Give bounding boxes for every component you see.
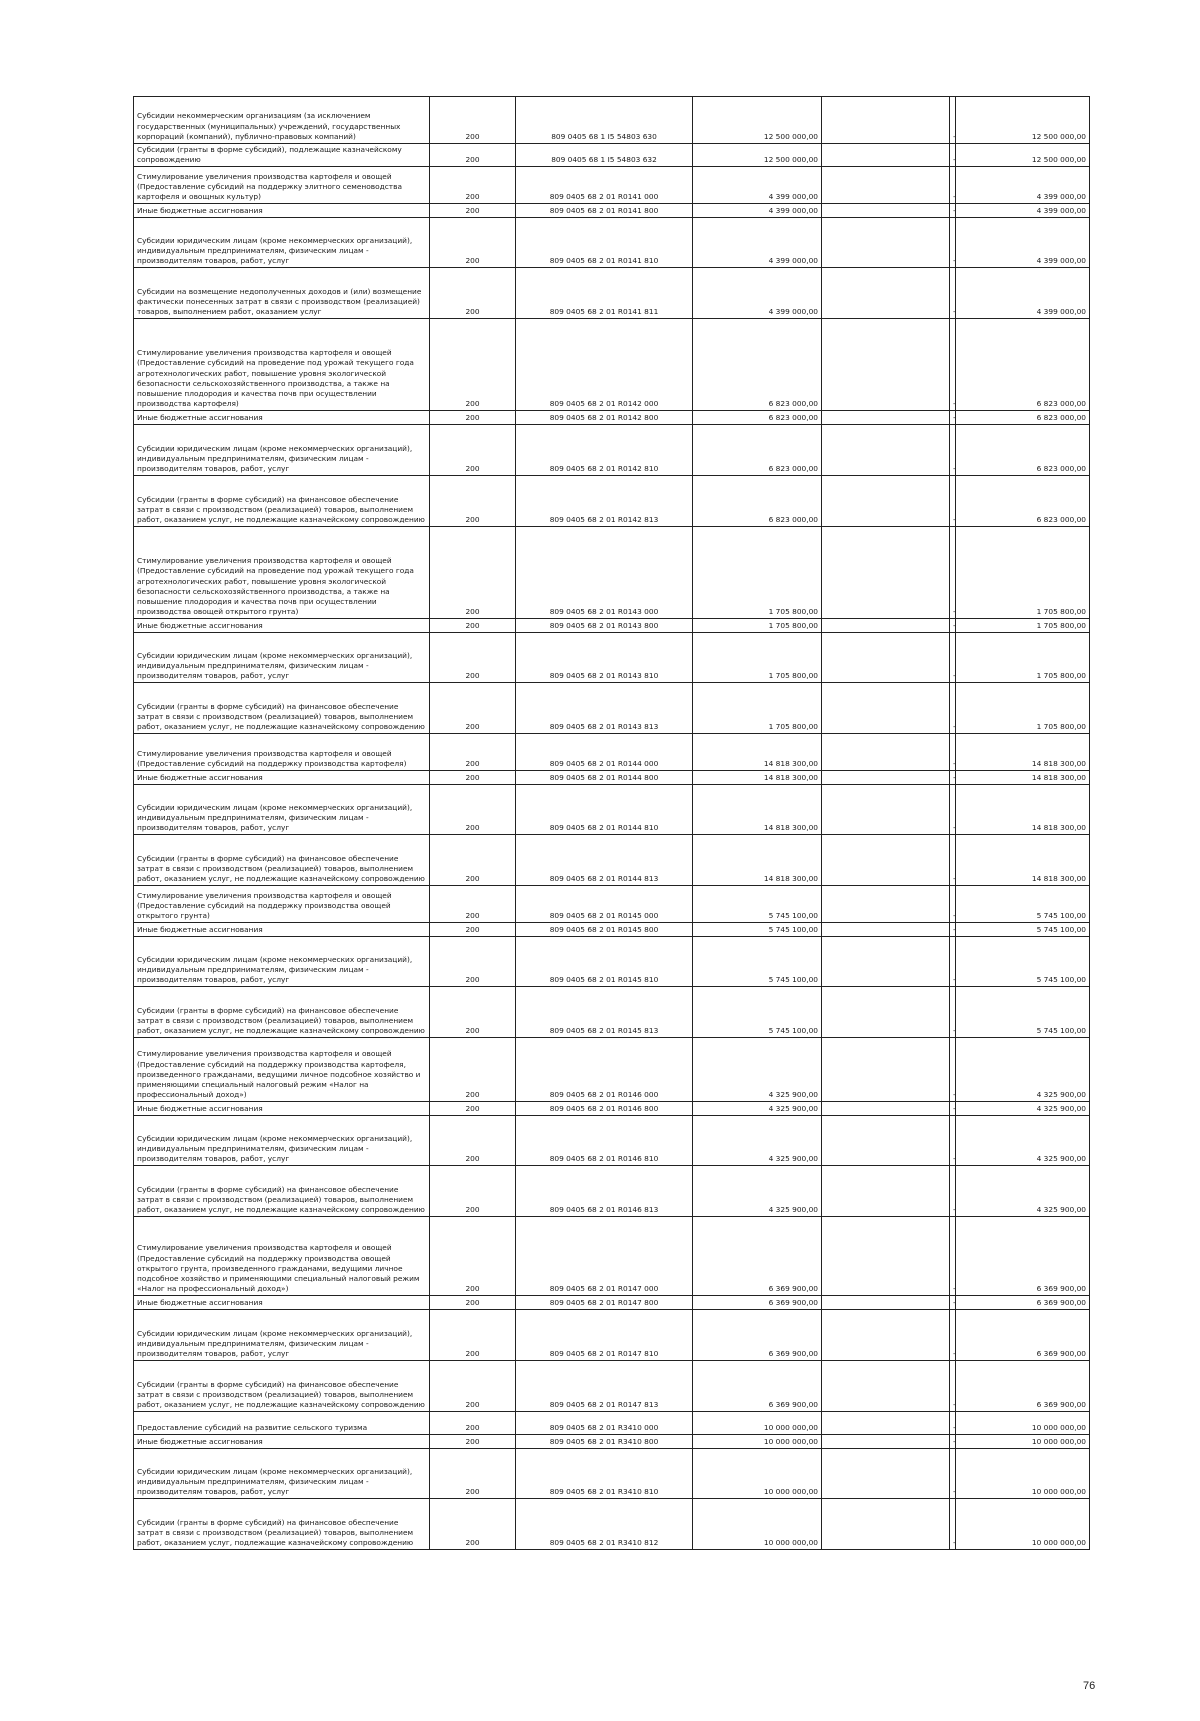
row-amount: 1 705 800,00 bbox=[693, 619, 822, 633]
row-kbk-code: 809 0405 68 2 01 R0141 800 bbox=[516, 204, 693, 218]
row-amount: 4 399 000,00 bbox=[693, 218, 822, 268]
table-row bbox=[134, 476, 1090, 527]
row-total: 6 369 900,00 bbox=[956, 1296, 1090, 1310]
row-kbk-code: 809 0405 68 2 01 R0146 810 bbox=[516, 1116, 693, 1166]
row-dash: - bbox=[950, 1310, 956, 1361]
row-empty-cell bbox=[822, 319, 950, 411]
row-dash: - bbox=[950, 268, 956, 319]
table-row bbox=[134, 734, 1090, 771]
row-code: 200 bbox=[430, 1296, 516, 1310]
row-total: 4 325 900,00 bbox=[956, 1166, 1090, 1217]
row-kbk-code: 809 0405 68 2 01 R0146 813 bbox=[516, 1166, 693, 1217]
row-dash: - bbox=[950, 923, 956, 937]
table-row bbox=[134, 1038, 1090, 1102]
row-kbk-code: 809 0405 68 2 01 R0147 800 bbox=[516, 1296, 693, 1310]
row-empty-cell bbox=[822, 476, 950, 527]
row-kbk-code: 809 0405 68 2 01 R0147 810 bbox=[516, 1310, 693, 1361]
row-amount: 4 325 900,00 bbox=[693, 1166, 822, 1217]
row-name: Иные бюджетные ассигнования bbox=[134, 1296, 430, 1310]
row-total: 4 399 000,00 bbox=[956, 204, 1090, 218]
row-dash: - bbox=[950, 167, 956, 204]
row-dash: - bbox=[950, 204, 956, 218]
table-row bbox=[134, 937, 1090, 987]
row-code: 200 bbox=[430, 886, 516, 923]
row-name: Стимулирование увеличения производства картофеля и овощей (Предоставление субсидий на поддержку элитного семеноводства картофеля и овощных культур) bbox=[134, 167, 430, 204]
row-total: 6 823 000,00 bbox=[956, 319, 1090, 411]
row-amount: 6 823 000,00 bbox=[693, 476, 822, 527]
row-total: 14 818 300,00 bbox=[956, 835, 1090, 886]
row-dash: - bbox=[950, 476, 956, 527]
table-row bbox=[134, 633, 1090, 683]
row-name: Субсидии на возмещение недополученных доходов и (или) возмещение фактически понесенных затрат в связи с производством (реализацией) товаров, выполнением работ, оказанием услуг bbox=[134, 268, 430, 319]
row-code: 200 bbox=[430, 835, 516, 886]
row-code: 200 bbox=[430, 268, 516, 319]
row-amount: 6 369 900,00 bbox=[693, 1296, 822, 1310]
row-dash: - bbox=[950, 1038, 956, 1102]
row-dash: - bbox=[950, 771, 956, 785]
budget-table bbox=[133, 96, 1090, 1550]
row-dash: - bbox=[950, 785, 956, 835]
row-amount: 1 705 800,00 bbox=[693, 633, 822, 683]
row-name: Стимулирование увеличения производства картофеля и овощей (Предоставление субсидий на поддержку производства овощей открытого грунта, произведенного гражданами, ведущими личное подсобное хозяйство и применяющими специальный налоговый режим «Налог на профессиональный доход») bbox=[134, 1217, 430, 1296]
row-dash: - bbox=[950, 734, 956, 771]
row-kbk-code: 809 0405 68 2 01 R3410 000 bbox=[516, 1412, 693, 1435]
table-row bbox=[134, 785, 1090, 835]
row-amount: 10 000 000,00 bbox=[693, 1435, 822, 1449]
row-kbk-code: 809 0405 68 2 01 R0144 000 bbox=[516, 734, 693, 771]
row-code: 200 bbox=[430, 167, 516, 204]
row-empty-cell bbox=[822, 619, 950, 633]
row-name: Субсидии (гранты в форме субсидий) на финансовое обеспечение затрат в связи с производством (реализацией) товаров, выполнением работ, оказанием услуг, не подлежащие казначейскому сопровождению bbox=[134, 1361, 430, 1412]
row-total: 1 705 800,00 bbox=[956, 619, 1090, 633]
row-kbk-code: 809 0405 68 2 01 R0143 800 bbox=[516, 619, 693, 633]
row-dash: - bbox=[950, 97, 956, 144]
row-name: Иные бюджетные ассигнования bbox=[134, 1102, 430, 1116]
row-code: 200 bbox=[430, 785, 516, 835]
row-total: 6 369 900,00 bbox=[956, 1217, 1090, 1296]
row-dash: - bbox=[950, 1499, 956, 1550]
row-total: 10 000 000,00 bbox=[956, 1449, 1090, 1499]
row-kbk-code: 809 0405 68 2 01 R0141 811 bbox=[516, 268, 693, 319]
row-empty-cell bbox=[822, 937, 950, 987]
row-code: 200 bbox=[430, 683, 516, 734]
row-code: 200 bbox=[430, 411, 516, 425]
row-dash: - bbox=[950, 937, 956, 987]
row-code: 200 bbox=[430, 527, 516, 619]
row-empty-cell bbox=[822, 1412, 950, 1435]
row-code: 200 bbox=[430, 1102, 516, 1116]
row-kbk-code: 809 0405 68 2 01 R0144 810 bbox=[516, 785, 693, 835]
row-empty-cell bbox=[822, 411, 950, 425]
row-amount: 6 369 900,00 bbox=[693, 1361, 822, 1412]
row-name: Субсидии (гранты в форме субсидий) на финансовое обеспечение затрат в связи с производством (реализацией) товаров, выполнением работ, оказанием услуг, не подлежащие казначейскому сопровождению bbox=[134, 987, 430, 1038]
row-dash: - bbox=[950, 1296, 956, 1310]
row-dash: - bbox=[950, 1435, 956, 1449]
row-kbk-code: 809 0405 68 2 01 R0145 810 bbox=[516, 937, 693, 987]
row-name: Субсидии (гранты в форме субсидий) на финансовое обеспечение затрат в связи с производством (реализацией) товаров, выполнением работ, оказанием услуг, не подлежащие казначейскому сопровождению bbox=[134, 835, 430, 886]
row-name: Предоставление субсидий на развитие сельского туризма bbox=[134, 1412, 430, 1435]
row-code: 200 bbox=[430, 1449, 516, 1499]
table-row bbox=[134, 1116, 1090, 1166]
row-name: Субсидии (гранты в форме субсидий) на финансовое обеспечение затрат в связи с производством (реализацией) товаров, выполнением работ, оказанием услуг, не подлежащие казначейскому сопровождению bbox=[134, 683, 430, 734]
row-empty-cell bbox=[822, 886, 950, 923]
row-code: 200 bbox=[430, 1217, 516, 1296]
row-total: 12 500 000,00 bbox=[956, 97, 1090, 144]
row-empty-cell bbox=[822, 425, 950, 476]
row-amount: 1 705 800,00 bbox=[693, 527, 822, 619]
row-name: Субсидии юридическим лицам (кроме некоммерческих организаций), индивидуальным предпринимателям, физическим лицам - производителям товаров, работ, услуг bbox=[134, 218, 430, 268]
row-kbk-code: 809 0405 68 2 01 R0147 000 bbox=[516, 1217, 693, 1296]
table-row bbox=[134, 167, 1090, 204]
row-code: 200 bbox=[430, 1116, 516, 1166]
row-dash: - bbox=[950, 1361, 956, 1412]
row-empty-cell bbox=[822, 1166, 950, 1217]
row-amount: 4 399 000,00 bbox=[693, 268, 822, 319]
row-empty-cell bbox=[822, 734, 950, 771]
row-amount: 14 818 300,00 bbox=[693, 835, 822, 886]
row-total: 10 000 000,00 bbox=[956, 1499, 1090, 1550]
row-code: 200 bbox=[430, 771, 516, 785]
row-code: 200 bbox=[430, 1435, 516, 1449]
row-code: 200 bbox=[430, 1361, 516, 1412]
row-kbk-code: 809 0405 68 2 01 R0147 813 bbox=[516, 1361, 693, 1412]
row-total: 12 500 000,00 bbox=[956, 144, 1090, 167]
row-name: Иные бюджетные ассигнования bbox=[134, 771, 430, 785]
row-dash: - bbox=[950, 1412, 956, 1435]
table-row bbox=[134, 683, 1090, 734]
table-row bbox=[134, 1412, 1090, 1435]
row-name: Субсидии (гранты в форме субсидий) на финансовое обеспечение затрат в связи с производством (реализацией) товаров, выполнением работ, оказанием услуг, не подлежащие казначейскому сопровождению bbox=[134, 1166, 430, 1217]
row-amount: 6 823 000,00 bbox=[693, 319, 822, 411]
row-total: 6 823 000,00 bbox=[956, 425, 1090, 476]
row-dash: - bbox=[950, 619, 956, 633]
row-amount: 5 745 100,00 bbox=[693, 987, 822, 1038]
row-total: 14 818 300,00 bbox=[956, 734, 1090, 771]
row-kbk-code: 809 0405 68 2 01 R0146 800 bbox=[516, 1102, 693, 1116]
row-amount: 12 500 000,00 bbox=[693, 144, 822, 167]
row-empty-cell bbox=[822, 204, 950, 218]
row-amount: 5 745 100,00 bbox=[693, 886, 822, 923]
row-amount: 4 399 000,00 bbox=[693, 204, 822, 218]
table-row bbox=[134, 835, 1090, 886]
table-row bbox=[134, 144, 1090, 167]
row-empty-cell bbox=[822, 1296, 950, 1310]
table-row bbox=[134, 1499, 1090, 1550]
table-row bbox=[134, 619, 1090, 633]
row-code: 200 bbox=[430, 937, 516, 987]
row-empty-cell bbox=[822, 97, 950, 144]
row-kbk-code: 809 0405 68 2 01 R0146 000 bbox=[516, 1038, 693, 1102]
row-code: 200 bbox=[430, 987, 516, 1038]
row-name: Субсидии юридическим лицам (кроме некоммерческих организаций), индивидуальным предпринимателям, физическим лицам - производителям товаров, работ, услуг bbox=[134, 1116, 430, 1166]
row-total: 6 823 000,00 bbox=[956, 476, 1090, 527]
row-total: 6 369 900,00 bbox=[956, 1310, 1090, 1361]
row-code: 200 bbox=[430, 1412, 516, 1435]
row-amount: 6 823 000,00 bbox=[693, 425, 822, 476]
row-total: 6 823 000,00 bbox=[956, 411, 1090, 425]
row-empty-cell bbox=[822, 527, 950, 619]
row-name: Субсидии юридическим лицам (кроме некоммерческих организаций), индивидуальным предпринимателям, физическим лицам - производителям товаров, работ, услуг bbox=[134, 633, 430, 683]
row-code: 200 bbox=[430, 425, 516, 476]
row-name: Иные бюджетные ассигнования bbox=[134, 204, 430, 218]
table-row bbox=[134, 1435, 1090, 1449]
row-total: 4 399 000,00 bbox=[956, 268, 1090, 319]
table-row bbox=[134, 527, 1090, 619]
row-empty-cell bbox=[822, 1361, 950, 1412]
row-code: 200 bbox=[430, 204, 516, 218]
row-dash: - bbox=[950, 987, 956, 1038]
row-kbk-code: 809 0405 68 2 01 R0142 000 bbox=[516, 319, 693, 411]
row-total: 5 745 100,00 bbox=[956, 886, 1090, 923]
row-amount: 14 818 300,00 bbox=[693, 771, 822, 785]
row-name: Субсидии (гранты в форме субсидий) на финансовое обеспечение затрат в связи с производством (реализацией) товаров, выполнением работ, оказанием услуг, не подлежащие казначейскому сопровождению bbox=[134, 476, 430, 527]
row-amount: 5 745 100,00 bbox=[693, 937, 822, 987]
row-dash: - bbox=[950, 527, 956, 619]
row-kbk-code: 809 0405 68 1 I5 54803 630 bbox=[516, 97, 693, 144]
row-code: 200 bbox=[430, 476, 516, 527]
row-empty-cell bbox=[822, 268, 950, 319]
row-name: Субсидии (гранты в форме субсидий) на финансовое обеспечение затрат в связи с производством (реализацией) товаров, выполнением работ, оказанием услуг, подлежащие казначейскому сопровождению bbox=[134, 1499, 430, 1550]
row-kbk-code: 809 0405 68 2 01 R0143 813 bbox=[516, 683, 693, 734]
table-row bbox=[134, 1217, 1090, 1296]
row-code: 200 bbox=[430, 619, 516, 633]
table-row bbox=[134, 218, 1090, 268]
row-empty-cell bbox=[822, 683, 950, 734]
row-amount: 6 369 900,00 bbox=[693, 1217, 822, 1296]
row-name: Субсидии (гранты в форме субсидий), подлежащие казначейскому сопровождению bbox=[134, 144, 430, 167]
row-kbk-code: 809 0405 68 2 01 R0145 800 bbox=[516, 923, 693, 937]
row-amount: 1 705 800,00 bbox=[693, 683, 822, 734]
row-empty-cell bbox=[822, 1116, 950, 1166]
row-code: 200 bbox=[430, 734, 516, 771]
row-dash: - bbox=[950, 411, 956, 425]
row-total: 1 705 800,00 bbox=[956, 633, 1090, 683]
row-total: 14 818 300,00 bbox=[956, 785, 1090, 835]
row-dash: - bbox=[950, 319, 956, 411]
row-empty-cell bbox=[822, 1435, 950, 1449]
row-amount: 10 000 000,00 bbox=[693, 1499, 822, 1550]
budget-table-body bbox=[134, 97, 1090, 1550]
table-row bbox=[134, 1296, 1090, 1310]
row-kbk-code: 809 0405 68 2 01 R3410 810 bbox=[516, 1449, 693, 1499]
row-code: 200 bbox=[430, 1310, 516, 1361]
row-name: Субсидии юридическим лицам (кроме некоммерческих организаций), индивидуальным предпринимателям, физическим лицам - производителям товаров, работ, услуг bbox=[134, 425, 430, 476]
row-kbk-code: 809 0405 68 2 01 R0145 000 bbox=[516, 886, 693, 923]
row-name: Субсидии юридическим лицам (кроме некоммерческих организаций), индивидуальным предпринимателям, физическим лицам - производителям товаров, работ, услуг bbox=[134, 1310, 430, 1361]
row-total: 4 399 000,00 bbox=[956, 167, 1090, 204]
row-total: 5 745 100,00 bbox=[956, 923, 1090, 937]
row-code: 200 bbox=[430, 319, 516, 411]
row-dash: - bbox=[950, 886, 956, 923]
row-dash: - bbox=[950, 683, 956, 734]
row-code: 200 bbox=[430, 633, 516, 683]
row-code: 200 bbox=[430, 1038, 516, 1102]
row-kbk-code: 809 0405 68 2 01 R0142 800 bbox=[516, 411, 693, 425]
row-dash: - bbox=[950, 1102, 956, 1116]
row-name: Субсидии некоммерческим организациям (за исключением государственных (муниципальных) учреждений, государственных корпораций (компаний), публично-правовых компаний) bbox=[134, 97, 430, 144]
row-empty-cell bbox=[822, 1499, 950, 1550]
table-row bbox=[134, 923, 1090, 937]
row-kbk-code: 809 0405 68 2 01 R0142 813 bbox=[516, 476, 693, 527]
row-kbk-code: 809 0405 68 2 01 R0144 813 bbox=[516, 835, 693, 886]
row-total: 4 325 900,00 bbox=[956, 1038, 1090, 1102]
row-code: 200 bbox=[430, 1499, 516, 1550]
row-kbk-code: 809 0405 68 2 01 R0144 800 bbox=[516, 771, 693, 785]
row-amount: 12 500 000,00 bbox=[693, 97, 822, 144]
row-name: Субсидии юридическим лицам (кроме некоммерческих организаций), индивидуальным предпринимателям, физическим лицам - производителям товаров, работ, услуг bbox=[134, 785, 430, 835]
row-dash: - bbox=[950, 144, 956, 167]
row-total: 5 745 100,00 bbox=[956, 987, 1090, 1038]
table-row bbox=[134, 1361, 1090, 1412]
table-row bbox=[134, 411, 1090, 425]
table-row bbox=[134, 886, 1090, 923]
row-total: 1 705 800,00 bbox=[956, 683, 1090, 734]
row-code: 200 bbox=[430, 923, 516, 937]
row-amount: 14 818 300,00 bbox=[693, 734, 822, 771]
row-code: 200 bbox=[430, 97, 516, 144]
row-amount: 4 325 900,00 bbox=[693, 1116, 822, 1166]
table-row bbox=[134, 1449, 1090, 1499]
row-empty-cell bbox=[822, 835, 950, 886]
table-row bbox=[134, 97, 1090, 144]
row-empty-cell bbox=[822, 785, 950, 835]
row-amount: 10 000 000,00 bbox=[693, 1412, 822, 1435]
row-dash: - bbox=[950, 835, 956, 886]
row-kbk-code: 809 0405 68 2 01 R3410 800 bbox=[516, 1435, 693, 1449]
row-dash: - bbox=[950, 218, 956, 268]
row-empty-cell bbox=[822, 987, 950, 1038]
table-row bbox=[134, 204, 1090, 218]
row-empty-cell bbox=[822, 167, 950, 204]
row-total: 10 000 000,00 bbox=[956, 1435, 1090, 1449]
row-kbk-code: 809 0405 68 2 01 R0142 810 bbox=[516, 425, 693, 476]
row-empty-cell bbox=[822, 218, 950, 268]
row-kbk-code: 809 0405 68 2 01 R0143 810 bbox=[516, 633, 693, 683]
row-name: Стимулирование увеличения производства картофеля и овощей (Предоставление субсидий на поддержку производства картофеля, произведенного гражданами, ведущими личное подсобное хозяйство и применяющими специальный налоговый режим «Налог на профессиональный доход») bbox=[134, 1038, 430, 1102]
row-name: Субсидии юридическим лицам (кроме некоммерческих организаций), индивидуальным предпринимателям, физическим лицам - производителям товаров, работ, услуг bbox=[134, 1449, 430, 1499]
row-amount: 6 823 000,00 bbox=[693, 411, 822, 425]
row-amount: 10 000 000,00 bbox=[693, 1449, 822, 1499]
table-row bbox=[134, 319, 1090, 411]
row-total: 4 325 900,00 bbox=[956, 1102, 1090, 1116]
row-dash: - bbox=[950, 1217, 956, 1296]
row-empty-cell bbox=[822, 633, 950, 683]
row-name: Иные бюджетные ассигнования bbox=[134, 1435, 430, 1449]
row-name: Стимулирование увеличения производства картофеля и овощей (Предоставление субсидий на проведение под урожай текущего года агротехнологических работ, повышение уровня экологической безопасности сельскохозяйственного производства, а также на повышение плодородия и качества почв при осуществлении производства картофеля) bbox=[134, 319, 430, 411]
table-row bbox=[134, 1310, 1090, 1361]
row-dash: - bbox=[950, 1166, 956, 1217]
row-name: Иные бюджетные ассигнования bbox=[134, 923, 430, 937]
row-name: Стимулирование увеличения производства картофеля и овощей (Предоставление субсидий на проведение под урожай текущего года агротехнологических работ, повышение уровня экологической безопасности сельскохозяйственного производства, а также на повышение плодородия и качества почв при осуществлении производства овощей открытого грунта) bbox=[134, 527, 430, 619]
row-empty-cell bbox=[822, 144, 950, 167]
row-kbk-code: 809 0405 68 1 I5 54803 632 bbox=[516, 144, 693, 167]
row-total: 4 399 000,00 bbox=[956, 218, 1090, 268]
table-row bbox=[134, 1102, 1090, 1116]
row-name: Стимулирование увеличения производства картофеля и овощей (Предоставление субсидий на поддержку производства овощей открытого грунта) bbox=[134, 886, 430, 923]
row-amount: 4 399 000,00 bbox=[693, 167, 822, 204]
row-total: 10 000 000,00 bbox=[956, 1412, 1090, 1435]
row-amount: 6 369 900,00 bbox=[693, 1310, 822, 1361]
row-empty-cell bbox=[822, 1102, 950, 1116]
row-kbk-code: 809 0405 68 2 01 R0143 000 bbox=[516, 527, 693, 619]
row-kbk-code: 809 0405 68 2 01 R0141 810 bbox=[516, 218, 693, 268]
row-total: 1 705 800,00 bbox=[956, 527, 1090, 619]
row-empty-cell bbox=[822, 1038, 950, 1102]
row-dash: - bbox=[950, 1116, 956, 1166]
table-row bbox=[134, 1166, 1090, 1217]
row-amount: 14 818 300,00 bbox=[693, 785, 822, 835]
row-name: Стимулирование увеличения производства картофеля и овощей (Предоставление субсидий на поддержку производства картофеля) bbox=[134, 734, 430, 771]
table-row bbox=[134, 771, 1090, 785]
row-name: Иные бюджетные ассигнования bbox=[134, 411, 430, 425]
row-empty-cell bbox=[822, 771, 950, 785]
row-total: 5 745 100,00 bbox=[956, 937, 1090, 987]
table-row bbox=[134, 268, 1090, 319]
table-row bbox=[134, 987, 1090, 1038]
row-code: 200 bbox=[430, 1166, 516, 1217]
row-dash: - bbox=[950, 633, 956, 683]
row-kbk-code: 809 0405 68 2 01 R0145 813 bbox=[516, 987, 693, 1038]
row-dash: - bbox=[950, 1449, 956, 1499]
page-number: 76 bbox=[1083, 1680, 1096, 1692]
row-dash: - bbox=[950, 425, 956, 476]
row-empty-cell bbox=[822, 1217, 950, 1296]
row-total: 6 369 900,00 bbox=[956, 1361, 1090, 1412]
table-row bbox=[134, 425, 1090, 476]
row-code: 200 bbox=[430, 144, 516, 167]
row-total: 4 325 900,00 bbox=[956, 1116, 1090, 1166]
row-empty-cell bbox=[822, 1449, 950, 1499]
row-total: 14 818 300,00 bbox=[956, 771, 1090, 785]
row-amount: 4 325 900,00 bbox=[693, 1038, 822, 1102]
row-code: 200 bbox=[430, 218, 516, 268]
row-name: Субсидии юридическим лицам (кроме некоммерческих организаций), индивидуальным предпринимателям, физическим лицам - производителям товаров, работ, услуг bbox=[134, 937, 430, 987]
row-kbk-code: 809 0405 68 2 01 R3410 812 bbox=[516, 1499, 693, 1550]
row-amount: 5 745 100,00 bbox=[693, 923, 822, 937]
row-empty-cell bbox=[822, 1310, 950, 1361]
row-empty-cell bbox=[822, 923, 950, 937]
row-name: Иные бюджетные ассигнования bbox=[134, 619, 430, 633]
row-kbk-code: 809 0405 68 2 01 R0141 000 bbox=[516, 167, 693, 204]
row-amount: 4 325 900,00 bbox=[693, 1102, 822, 1116]
